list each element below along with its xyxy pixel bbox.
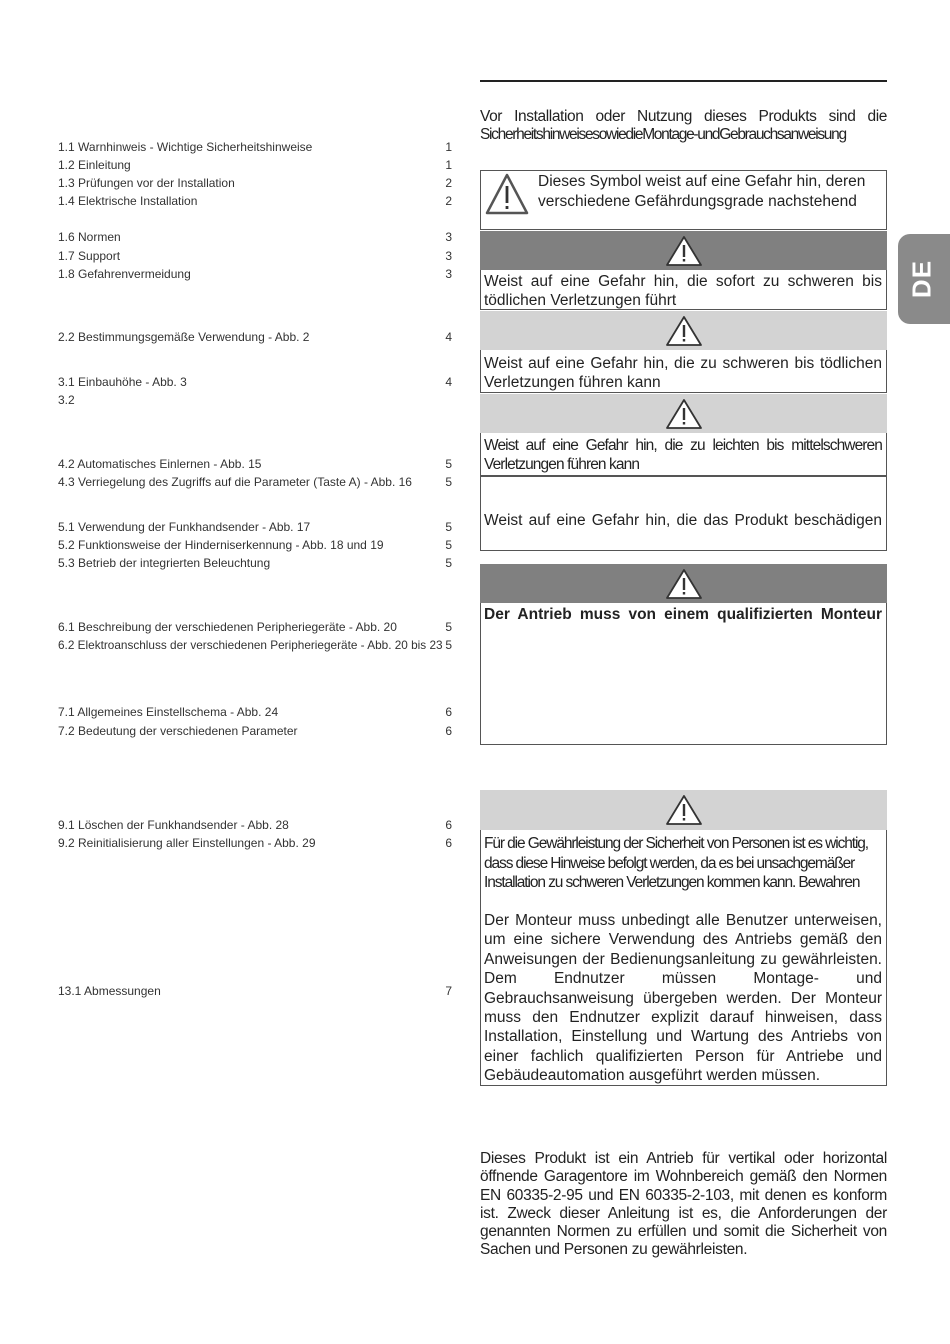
toc-row[interactable]: 5.3 Betrieb der integrierten Beleuchtung 5: [58, 556, 452, 570]
product-description: Dieses Produkt ist ein Antrieb für vertikal oder horizontal öffnende Garagentore im Wohnbereich gemäß den Normen EN 60335-2-95 und EN 60335-2-103, mit denen es konform ist. Zweck dieser Anleitung ist es, die Anforderungen der genannten Normen zu erfüllen und somit die Sicherheit von Sachen und Personen zu gewährleisten.: [480, 1150, 887, 1259]
danger-text: Weist auf eine Gefahr hin, die sofort zu schweren bis tödlichen Verletzungen führt: [484, 273, 882, 309]
toc-row[interactable]: 1.6 Normen 3: [58, 230, 452, 244]
toc-row[interactable]: 6.2 Elektroanschluss der verschiedenen Peripheriegeräte - Abb. 20 bis 23 5: [58, 638, 452, 652]
installer-band: [480, 564, 887, 603]
notice-header: [480, 476, 887, 509]
warning-triangle-icon: [665, 568, 703, 600]
language-tab-label: DE: [906, 259, 937, 299]
toc-row[interactable]: 2.2 Bestimmungsgemäße Verwendung - Abb. 2 4: [58, 330, 452, 344]
symbol-description: Dieses Symbol weist auf eine Gefahr hin, deren verschiedene Gefährdungsgrade nachstehend: [538, 173, 866, 210]
safety-paragraph-2: Der Monteur muss unbedingt alle Benutzer unterweisen, um eine sichere Verwendung des Antriebs gemäß den Anweisungen der Bedienungsanleitung zu gewährleisten. Dem Endnutzer müssen Montage- und Gebrauchsanweisung übergeben werden. Der Monteur muss den Endnutzer explizit darauf hinweisen, dass Installation, Einstellung und Wartung des Antriebs von einer fachlich qualifizierten Person für Antriebe und Gebäudeautomation ausgeführt werden müssen.: [484, 912, 882, 1085]
installer-text: Der Antrieb muss von einem qualifizierten Monteur: [484, 606, 882, 623]
warning-triangle-icon: [665, 315, 703, 347]
notice-text: Weist auf eine Gefahr hin, die das Produkt beschädigen: [484, 512, 882, 529]
toc-row[interactable]: 7.2 Bedeutung der verschiedenen Parameter 6: [58, 724, 452, 738]
toc-row[interactable]: 4.2 Automatisches Einlernen - Abb. 15 5: [58, 457, 452, 471]
warning-triangle-icon: [484, 172, 530, 216]
toc-row[interactable]: 6.1 Beschreibung der verschiedenen Peripheriegeräte - Abb. 20 5: [58, 620, 452, 634]
toc-row[interactable]: 1.8 Gefahrenvermeidung 3: [58, 267, 452, 281]
toc-row[interactable]: 5.2 Funktionsweise der Hinderniserkennung - Abb. 18 und 19 5: [58, 538, 452, 552]
language-tab[interactable]: [898, 234, 950, 324]
toc-row[interactable]: 1.7 Support 3: [58, 249, 452, 263]
toc-row[interactable]: 7.1 Allgemeines Einstellschema - Abb. 24 6: [58, 705, 452, 719]
toc-row[interactable]: 1.1 Warnhinweis - Wichtige Sicherheitshinweise 1: [58, 140, 452, 154]
warning-band: [480, 311, 887, 350]
warning-triangle-icon: [665, 235, 703, 267]
toc-row[interactable]: 5.1 Verwendung der Funkhandsender - Abb. 17 5: [58, 520, 452, 534]
toc-row[interactable]: 9.2 Reinitialisierung aller Einstellungen - Abb. 29 6: [58, 836, 452, 850]
toc-row[interactable]: 3.2: [58, 393, 75, 407]
toc-row[interactable]: 1.2 Einleitung 1: [58, 158, 452, 172]
warning-triangle-icon: [665, 794, 703, 826]
safety-paragraph-1: Für die Gewährleistung der Sicherheit von Personen ist es wichtig, dass diese Hinweise befolgt werden, da es bei unsachgemäßer Installation zu schweren Verletzungen kommen kann. Bewahren: [484, 835, 869, 891]
safety-band: [480, 790, 887, 830]
danger-band: [480, 231, 887, 270]
toc-row[interactable]: 3.1 Einbauhöhe - Abb. 3 4: [58, 375, 452, 389]
toc-row[interactable]: 9.1 Löschen der Funkhandsender - Abb. 28 6: [58, 818, 452, 832]
intro-paragraph: Vor Installation oder Nutzung dieses Produkts sind die SicherheitshinweisesowiedieMontage-undGebrauchsanweisung: [480, 108, 887, 143]
installer-box: [480, 603, 887, 745]
toc-row[interactable]: 4.3 Verriegelung des Zugriffs auf die Parameter (Taste A) - Abb. 16 5: [58, 475, 452, 489]
warning-text: Weist auf eine Gefahr hin, die zu schweren bis tödlichen Verletzungen führen kann: [484, 355, 882, 391]
warning-triangle-icon: [665, 398, 703, 430]
toc-row[interactable]: 13.1 Abmessungen 7: [58, 984, 452, 998]
caution-band: [480, 394, 887, 433]
caution-text: Weist auf eine Gefahr hin, die zu leichten bis mittelschweren Verletzungen führen kann: [484, 437, 882, 473]
toc-row[interactable]: 1.4 Elektrische Installation 2: [58, 194, 452, 208]
toc-row[interactable]: 1.3 Prüfungen vor der Installation 2: [58, 176, 452, 190]
header-rule: [480, 80, 887, 82]
